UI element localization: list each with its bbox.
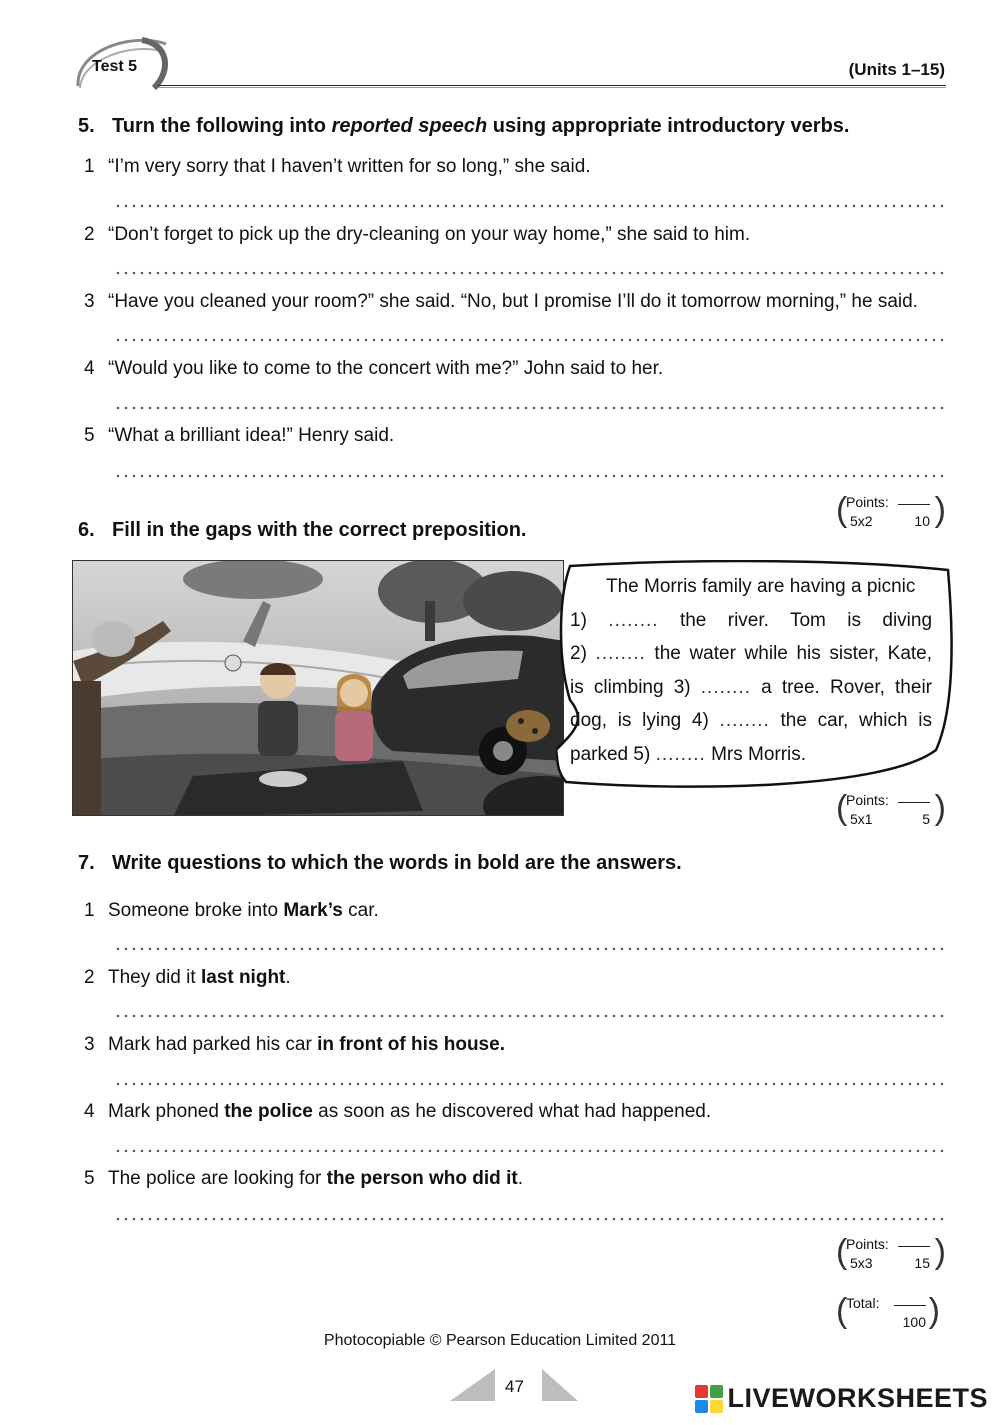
list-item (74, 156, 591, 178)
points-mult: 5x2 (850, 513, 873, 529)
answer-line[interactable] (114, 474, 944, 478)
section-title-part: Turn the following into (112, 115, 332, 137)
header-rule (158, 85, 946, 88)
item-number: 2 (84, 224, 95, 245)
gap-number: 2) (570, 643, 587, 665)
answer-line[interactable] (114, 338, 944, 342)
item-text: They did it (108, 967, 201, 988)
speech-bubble (556, 560, 958, 792)
gap-5-blank[interactable]: ........ (655, 743, 706, 765)
section-title: Write questions to which the words in bold are the answers. (112, 852, 682, 874)
text-run: the river. Tom is diving (679, 609, 933, 631)
picnic-illustration (72, 560, 564, 816)
liveworksheets-brand[interactable] (695, 1383, 988, 1414)
points-mult: 5x1 (850, 811, 873, 827)
section-title-part: using appropriate introductory verbs. (487, 115, 850, 137)
item-bold-answer: the person who did it (326, 1168, 518, 1189)
text-line (570, 637, 932, 671)
points-mult: 5x3 (850, 1255, 873, 1271)
item-number: 5 (84, 1168, 95, 1189)
item-number: 3 (84, 1034, 95, 1055)
total-max: 100 (902, 1314, 926, 1330)
text-line (570, 738, 932, 772)
item-text: The police are looking for (108, 1168, 327, 1189)
list-item (74, 967, 291, 989)
list-item (74, 1101, 711, 1123)
item-number: 1 (84, 900, 95, 921)
answer-line[interactable] (114, 271, 944, 275)
section-number: 6. (78, 519, 95, 541)
test-label: Test 5 (92, 58, 138, 75)
list-item (74, 358, 663, 380)
item-text: . (285, 967, 291, 988)
item-text: “Would you like to come to the concert with me?” John said to her. (108, 358, 664, 379)
section-title: Fill in the gaps with the correct preposition. (112, 519, 527, 541)
answer-line[interactable] (114, 1149, 944, 1153)
section-6-heading (78, 519, 526, 542)
units-label: (Units 1–15) (848, 60, 945, 79)
item-text: . (517, 1168, 523, 1189)
item-text: as soon as he discovered what had happened. (312, 1101, 712, 1122)
item-bold-answer: Mark’s (283, 900, 343, 921)
test-tab (72, 30, 172, 92)
list-item (74, 224, 750, 246)
item-bold-answer: in front of his house. (317, 1034, 505, 1055)
copyright-footer: Photocopiable © Pearson Education Limited 2011 (323, 1332, 677, 1349)
item-text: car. (342, 900, 379, 921)
text-run: a tree. Rover, their (761, 676, 932, 698)
brand-name: LIVEWORKSHEETS (727, 1383, 988, 1413)
points-max: 10 (914, 513, 930, 529)
points-label: Points: (846, 1236, 889, 1252)
text-run: Mrs Morris. (711, 743, 807, 765)
item-number: 4 (84, 358, 95, 379)
section-7-heading (78, 852, 682, 875)
page-number: 47 (505, 1377, 524, 1396)
answer-line[interactable] (114, 1082, 944, 1086)
points-max: 5 (922, 811, 930, 827)
points-max: 15 (914, 1255, 930, 1271)
item-text: Someone broke into (108, 900, 284, 921)
gap-2-blank[interactable]: ........ (595, 643, 646, 665)
item-number: 1 (84, 156, 95, 177)
item-bold-answer: last night (200, 967, 286, 988)
item-number: 2 (84, 967, 95, 988)
points-box: ( Points: 5x2 10 ) (836, 491, 946, 529)
points-box: ( Points: 5x1 5 ) (836, 789, 946, 827)
points-label: Points: (846, 494, 889, 510)
text-run: is climbing 3) (570, 676, 691, 698)
text-line (570, 671, 932, 705)
item-text: “Have you cleaned your room?” she said. “No, but I promise I’ll do it tomorrow morning,” he said. (108, 291, 918, 312)
list-item (74, 1168, 523, 1190)
text-line (570, 704, 932, 738)
list-item (74, 1034, 505, 1056)
item-text: “Don’t forget to pick up the dry-cleaning on your way home,” she said to him. (108, 224, 751, 245)
item-text: “What a brilliant idea!” Henry said. (108, 425, 395, 446)
item-bold-answer: the police (224, 1101, 313, 1122)
item-text: Mark phoned (108, 1101, 225, 1122)
points-box: ( Points: 5x3 15 ) (836, 1233, 946, 1271)
page-number-block (450, 1365, 580, 1405)
answer-line[interactable] (114, 1014, 944, 1018)
item-number: 3 (84, 291, 95, 312)
answer-line[interactable] (114, 204, 944, 208)
list-item (74, 291, 918, 313)
section-number: 7. (78, 852, 95, 874)
section-number: 5. (78, 115, 95, 137)
item-number: 5 (84, 425, 95, 446)
text-line (570, 570, 932, 604)
answer-line[interactable] (114, 406, 944, 410)
text-run: dog, is lying 4) (570, 710, 709, 732)
item-text: Mark had parked his car (108, 1034, 318, 1055)
text-run: the car, which is (780, 710, 932, 732)
item-text: “I’m very sorry that I haven’t written for so long,” she said. (108, 156, 591, 177)
answer-line[interactable] (114, 1217, 944, 1221)
text-line (570, 604, 932, 638)
text-run: the water while his sister, Kate, (654, 643, 933, 665)
total-box: ( Total: 100 ) (836, 1292, 940, 1330)
gap-1-blank[interactable]: ........ (608, 609, 659, 631)
list-item (74, 425, 394, 447)
gap-4-blank[interactable]: ........ (719, 710, 770, 732)
liveworksheets-logo-icon (695, 1385, 723, 1413)
section-title-italic: reported speech (331, 115, 488, 137)
gap-3-blank[interactable]: ........ (700, 676, 751, 698)
list-item (74, 900, 379, 922)
gap-number: 1) (570, 609, 587, 631)
text-run: parked 5) (570, 743, 651, 765)
item-number: 4 (84, 1101, 95, 1122)
total-label: Total: (846, 1295, 880, 1311)
gap-fill-text (570, 570, 932, 772)
answer-line[interactable] (114, 947, 944, 951)
text-run: The Morris family are having a picnic (606, 576, 916, 597)
points-label: Points: (846, 792, 889, 808)
section-5-heading (78, 115, 849, 138)
